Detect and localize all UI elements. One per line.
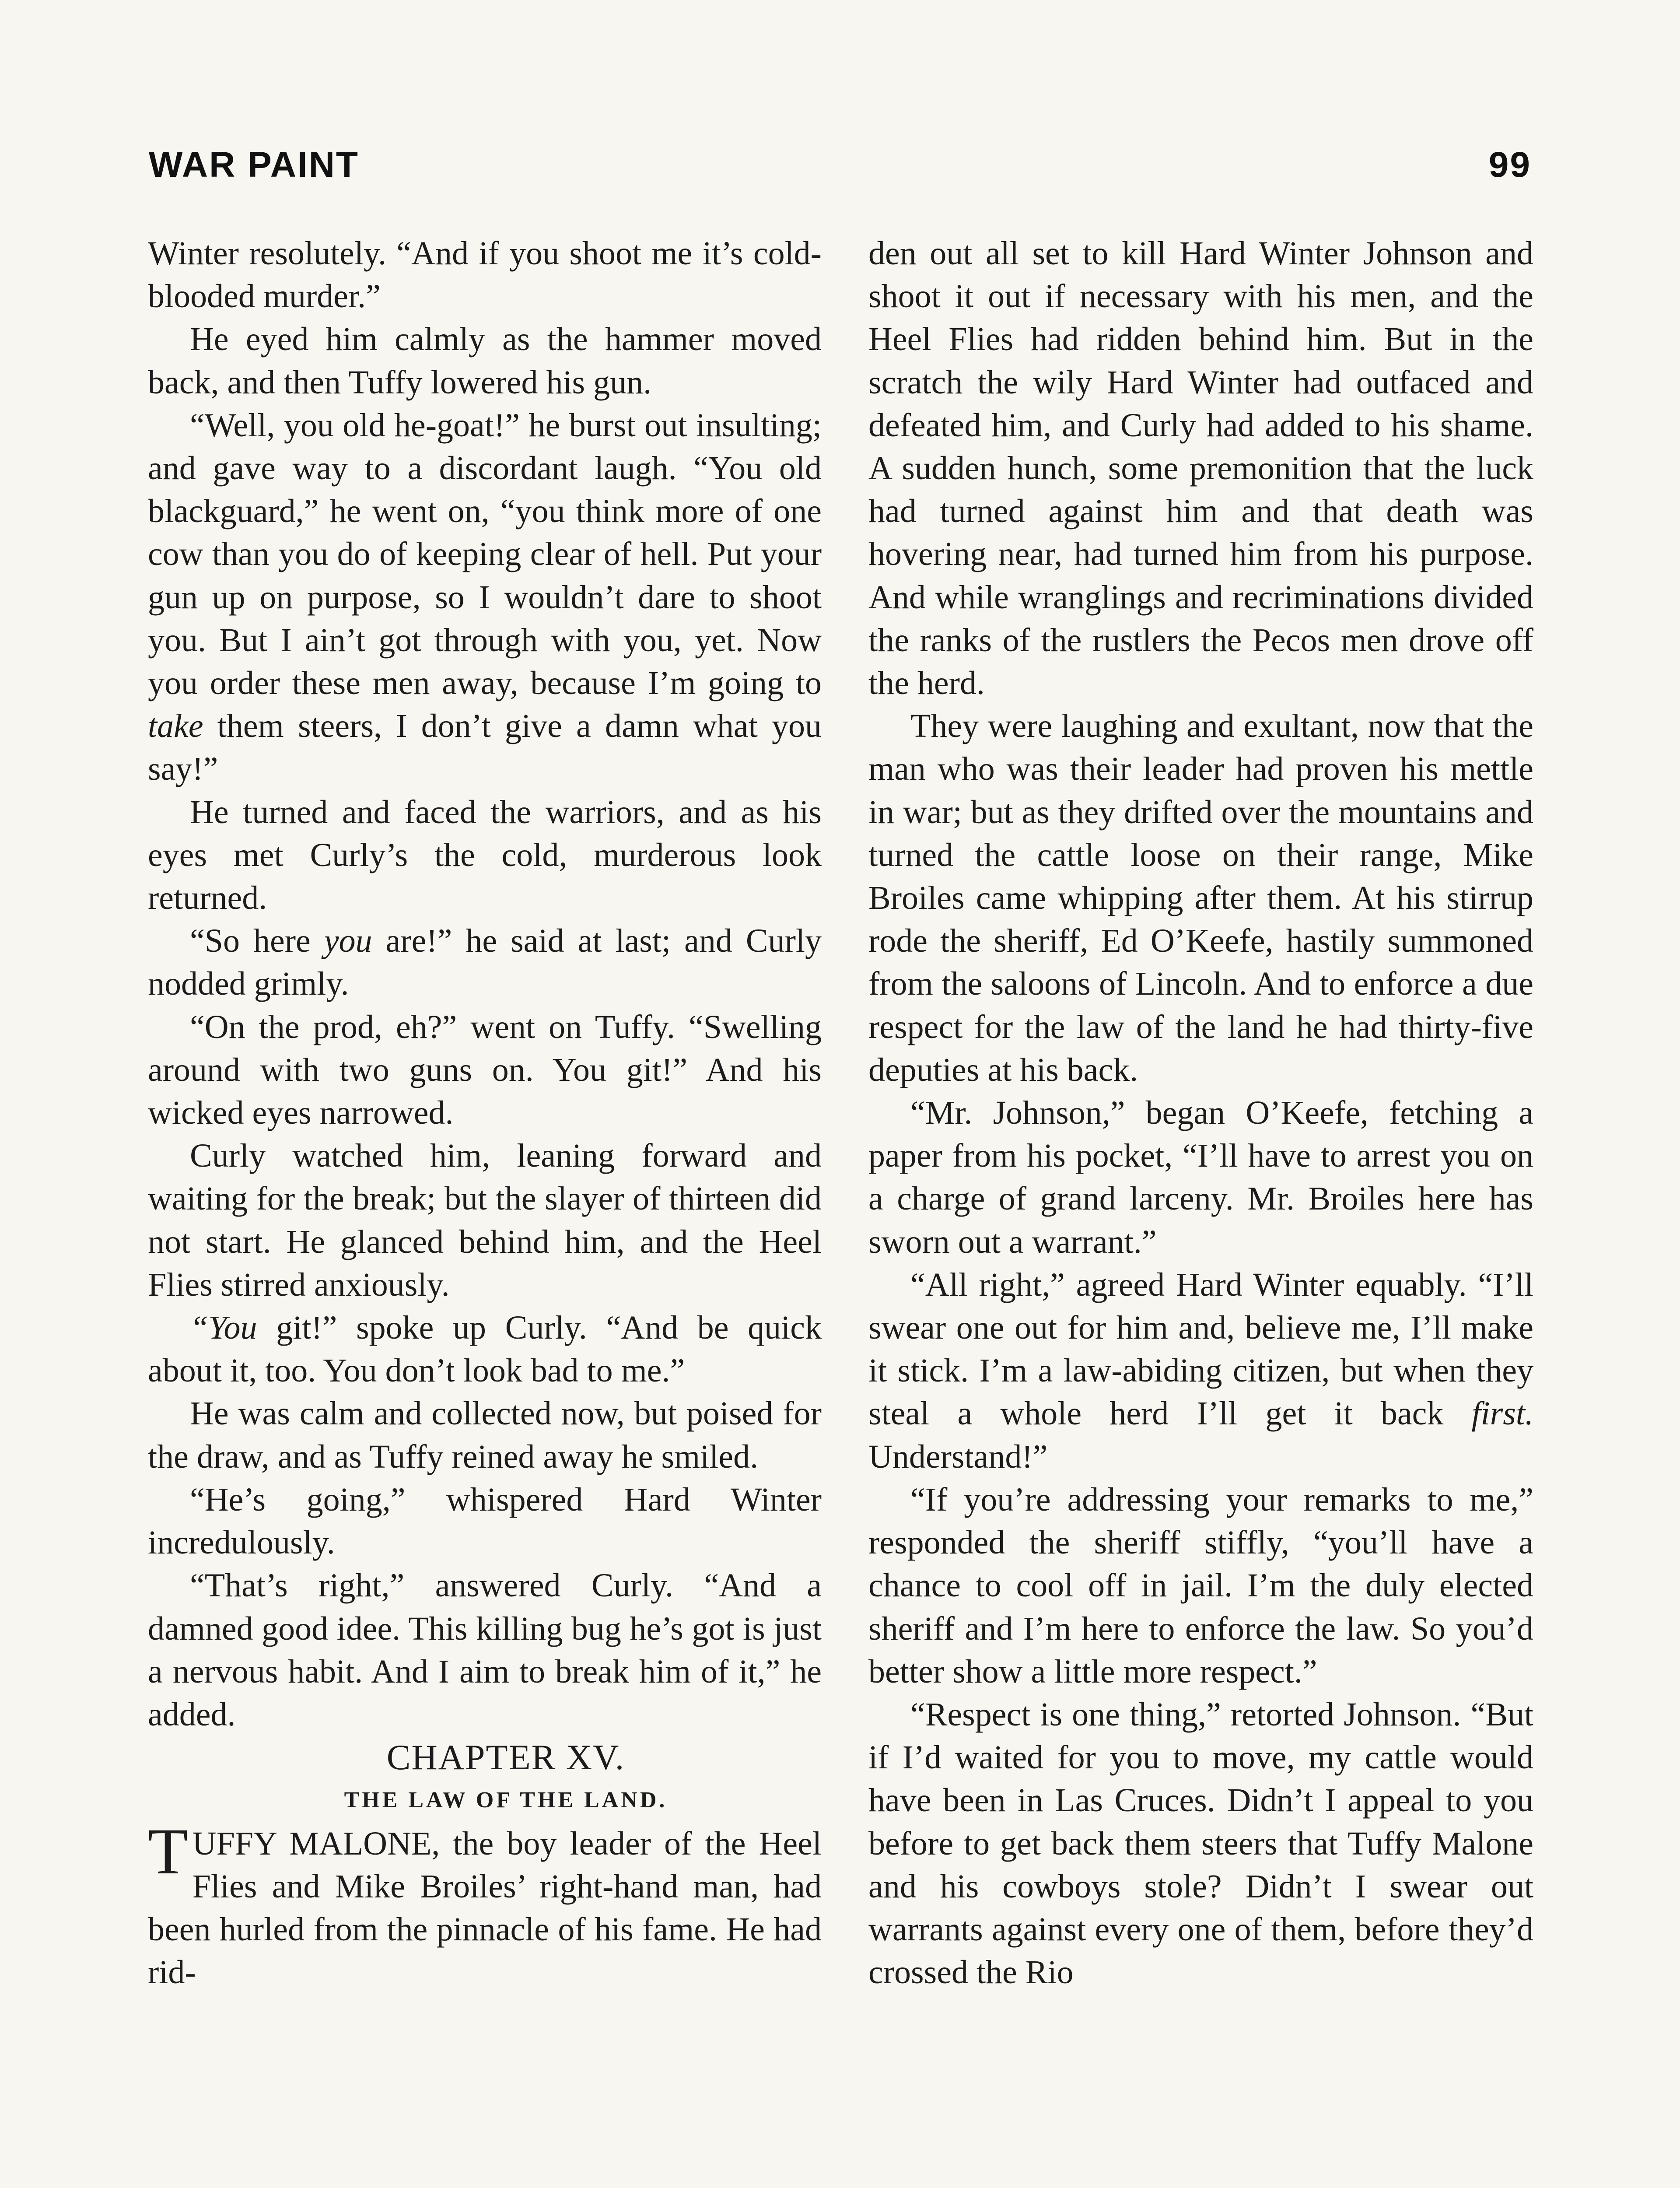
paragraph: “Mr. Johnson,” began O’Keefe, fetching a paper from his pocket, “I’ll have to arrest you on a charge of grand larceny. Mr. Broiles here has sworn out a warrant.” [868, 1094, 1533, 1260]
chapter-subtitle: THE LAW OF THE LAND. [344, 1788, 668, 1813]
running-head [149, 144, 1531, 186]
paragraph-text: are!” he said at last; and Curly nodded grimly. [148, 922, 822, 1003]
paragraph-text: UFFY MALONE, the boy leader of the Heel Flies and Mike Broiles’ right-hand man, had been hurled from the pinnacle of his fame. He had rid- [148, 1825, 822, 1991]
paragraph: He was calm and collected now, but poised for the draw, and as Tuffy reined away he smiled. [148, 1395, 822, 1475]
chapter-title: CHAPTER XV. [386, 1737, 625, 1778]
left-column [148, 232, 822, 1994]
emphasis-text: you [324, 922, 372, 960]
paragraph: den out all set to kill Hard Winter Johnson and shoot it out if necessary with his men, and the Heel Flies had ridden behind him. But in the scratch the wily Hard Winter had outfaced and defeated him, and Curly had added to his shame. A sudden hunch, some premonition that the luck had turned against him and that death was hovering near, had turned him from his purpose. And while wranglings and recriminations divided the ranks of the rustlers the Pecos men drove off the herd. [868, 235, 1533, 702]
paragraph [868, 1263, 1533, 1478]
right-column [868, 232, 1533, 1994]
paragraph-text: git!” spoke up Curly. “And be quick about it, too. You don’t look bad to me.” [148, 1309, 822, 1389]
paragraph-text: “So here [190, 922, 324, 960]
paragraph: Winter resolutely. “And if you shoot me it’s cold-blooded murder.” [148, 235, 822, 315]
paragraph [148, 1306, 822, 1392]
paragraph: “Respect is one thing,” retorted Johnson. “But if I’d waited for you to move, my cattle would have been in Las Cruces. Didn’t I appeal to you before to get back them steers that Tuffy Malone and his cowboys stole? Didn’t I swear out warrants against every one of them, before they’d crossed the Rio [868, 1696, 1533, 1991]
emphasis-text: take [148, 708, 203, 745]
page-number: 99 [1488, 145, 1531, 185]
paragraph-text: them steers, I don’t give a damn what you say!” [148, 708, 822, 788]
paragraph: “If you’re addressing your remarks to me,” responded the sheriff stiffly, “you’ll have a chance to cool off in jail. I’m the duly elected sheriff and I’m here to enforce the law. So you’d better show a little more respect.” [868, 1481, 1533, 1690]
paragraph-text: “Well, you old he-goat!” he burst out insulting; and gave way to a discordant laugh. “You old blackguard,” he went on, “you think more of one cow than you do of keeping clear of hell. Put your gun up on purpose, so I wouldn’t dare to shoot you. But I ain’t got through with you, yet. Now you order these men away, because I’m going to [148, 407, 822, 702]
paragraph: “That’s right,” answered Curly. “And a damned good idee. This killing bug he’s got is just a nervous habit. And I aim to break him of it,” he added. [148, 1567, 822, 1733]
drop-cap: T [148, 1815, 188, 1888]
paragraph: “He’s going,” whispered Hard Winter incredulously. [148, 1481, 822, 1561]
emphasis-text: first. [1471, 1395, 1533, 1432]
paragraph-text: Understand!” [868, 1438, 1048, 1475]
paragraph [148, 919, 822, 1005]
running-title: WAR PAINT [149, 145, 360, 185]
paragraph: “On the prod, eh?” went on Tuffy. “Swelling around with two guns on. You git!” And his wicked eyes narrowed. [148, 1008, 822, 1132]
paragraph [148, 404, 822, 791]
paragraph: Curly watched him, leaning forward and waiting for the break; but the slayer of thirteen did not start. He glanced behind him, and the Heel Flies stirred anxiously. [148, 1137, 822, 1303]
paragraph: He eyed him calmly as the hammer moved back, and then Tuffy lowered his gun. [148, 321, 822, 401]
emphasis-text: “You [190, 1309, 257, 1346]
chapter-opening-paragraph [148, 1815, 822, 1994]
paragraph-text: “All right,” agreed Hard Winter equably. “I’ll swear one out for him and, believe me, I’ll make it stick. I’m a law-abiding citizen, but when they steal a whole herd I’ll get it back [868, 1266, 1533, 1432]
paragraph: They were laughing and exultant, now that the man who was their leader had proven his mettle in war; but as they drifted over the mountains and turned the cattle loose on their range, Mike Broiles came whipping after them. At his stirrup rode the sheriff, Ed O’Keefe, hastily summoned from the saloons of Lincoln. And to enforce a due respect for the law of the land he had thirty-five deputies at his back. [868, 708, 1533, 1088]
paragraph: He turned and faced the warriors, and as his eyes met Curly’s the cold, murderous look returned. [148, 793, 822, 917]
